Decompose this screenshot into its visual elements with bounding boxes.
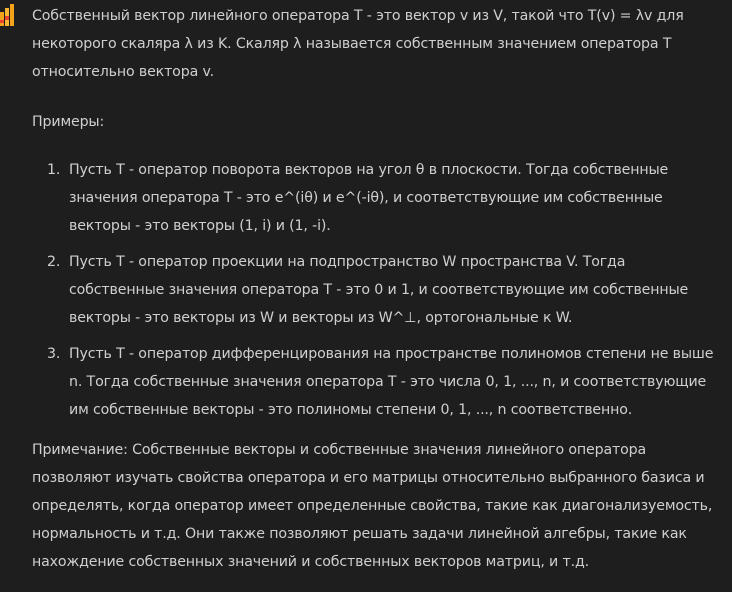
list-item: [32, 248, 722, 332]
assistant-message: [32, 0, 722, 576]
intro-paragraph: Собственный вектор линейного оператора T - это вектор v из V, такой что T(v) = λv для некоторого скаляра λ из K. Скаляр λ называется собственным значением оператора T относительно вектора v.: [32, 8, 684, 80]
note-paragraph: Примечание: Собственные векторы и собственные значения линейного оператора позволяют изучать свойства оператора и его матрицы относительно выбранного базиса и определять, когда оператор имеет определенные свойства, такие как диагонализуемость, нормальность и т.д. Они также позволяют решать задачи линейной алгебры, такие как нахождение собственных значений и собственных векторов матриц, и т.д.: [32, 442, 713, 570]
list-item: [32, 340, 722, 424]
list-item-number: 2.: [47, 254, 61, 270]
list-item-text: Пусть T - оператор поворота векторов на угол θ в плоскости. Тогда собственные значения оператора T - это e^(iθ) и e^(-iθ), и соответствующие им собственные векторы - это векторы (1, i) и (1, -i).: [69, 162, 669, 234]
list-item-number: 1.: [47, 162, 61, 178]
list-item-number: 3.: [47, 346, 61, 362]
list-item-text: Пусть T - оператор проекции на подпространство W пространства V. Тогда собственные значения оператора T - это 0 и 1, и соответствующие им собственные векторы - это векторы из W и векторы из W^⊥, ортогональные к W.: [69, 254, 689, 326]
examples-label: Примеры:: [32, 114, 105, 130]
examples-list: [32, 156, 722, 424]
list-item: [32, 156, 722, 240]
assistant-avatar-icon: [0, 4, 16, 28]
list-item-text: Пусть T - оператор дифференцирования на пространстве полиномов степени не выше n. Тогда собственные значения оператора T - это числа 0, 1, ..., n, и соответствующие им собственные векторы - это полиномы степени 0, 1, ..., n соответственно.: [69, 346, 714, 418]
